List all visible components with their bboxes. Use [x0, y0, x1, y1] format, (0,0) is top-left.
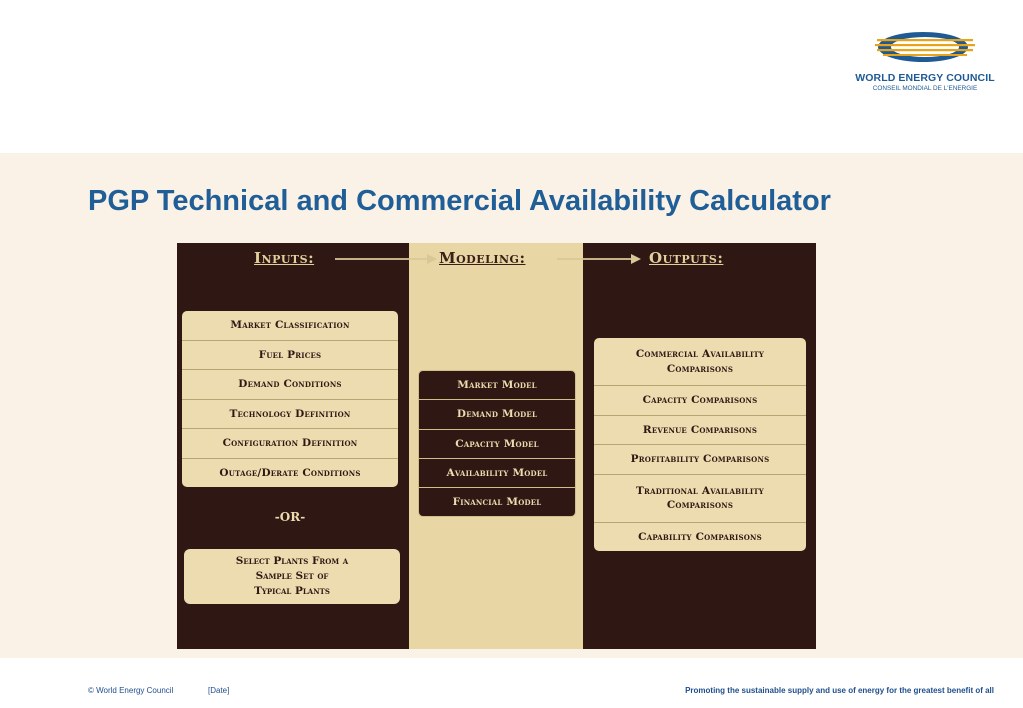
- input-item: Fuel Prices: [182, 341, 398, 371]
- page-title: PGP Technical and Commercial Availability Calculator: [88, 185, 831, 217]
- model-item: Market Model: [419, 371, 575, 400]
- slide-footer: [0, 658, 1023, 708]
- inputs-list: [182, 311, 398, 487]
- date-placeholder: [Date]: [208, 686, 230, 695]
- input-item: Outage/Derate Conditions: [219, 466, 361, 479]
- output-item: Commercial Availability Comparisons: [594, 338, 806, 386]
- model-item: Availability Model: [419, 459, 575, 488]
- output-item: Profitability Comparisons: [594, 445, 806, 475]
- inputs-to-modeling-arrow: [333, 252, 439, 266]
- model-item: Demand Model: [419, 400, 575, 429]
- output-item: Traditional Availability Comparisons: [594, 475, 806, 523]
- modeling-heading: Modeling:: [439, 249, 526, 267]
- world-energy-council-logo: [848, 30, 1008, 100]
- input-item: Technology Definition: [182, 400, 398, 430]
- output-item: Capability Comparisons: [638, 530, 762, 543]
- modeling-to-outputs-arrow: [555, 252, 643, 266]
- input-item: Configuration Definition: [182, 429, 398, 459]
- output-item: Capacity Comparisons: [594, 386, 806, 416]
- models-list: [418, 370, 576, 517]
- copyright-text: © World Energy Council: [88, 686, 174, 695]
- or-separator: -OR-: [274, 510, 306, 524]
- model-item: Capacity Model: [419, 430, 575, 459]
- input-item: Demand Conditions: [182, 370, 398, 400]
- footer-tagline: Promoting the sustainable supply and use of energy for the greatest benefit of all: [685, 686, 994, 695]
- model-item: Financial Model: [452, 496, 542, 509]
- outputs-list: [594, 338, 806, 551]
- slide-header: [0, 0, 1023, 153]
- globe-icon: [875, 30, 975, 70]
- inputs-heading: Inputs:: [254, 249, 315, 267]
- outputs-heading: Outputs:: [649, 249, 724, 267]
- logo-title: WORLD ENERGY COUNCIL: [855, 72, 995, 84]
- calculator-diagram: [177, 243, 816, 649]
- input-item: Market Classification: [182, 311, 398, 341]
- logo-subtitle: CONSEIL MONDIAL DE L'ENERGIE: [872, 85, 978, 92]
- select-plants-box: Select Plants From a Sample Set of Typical Plants: [184, 549, 400, 604]
- output-item: Revenue Comparisons: [594, 416, 806, 446]
